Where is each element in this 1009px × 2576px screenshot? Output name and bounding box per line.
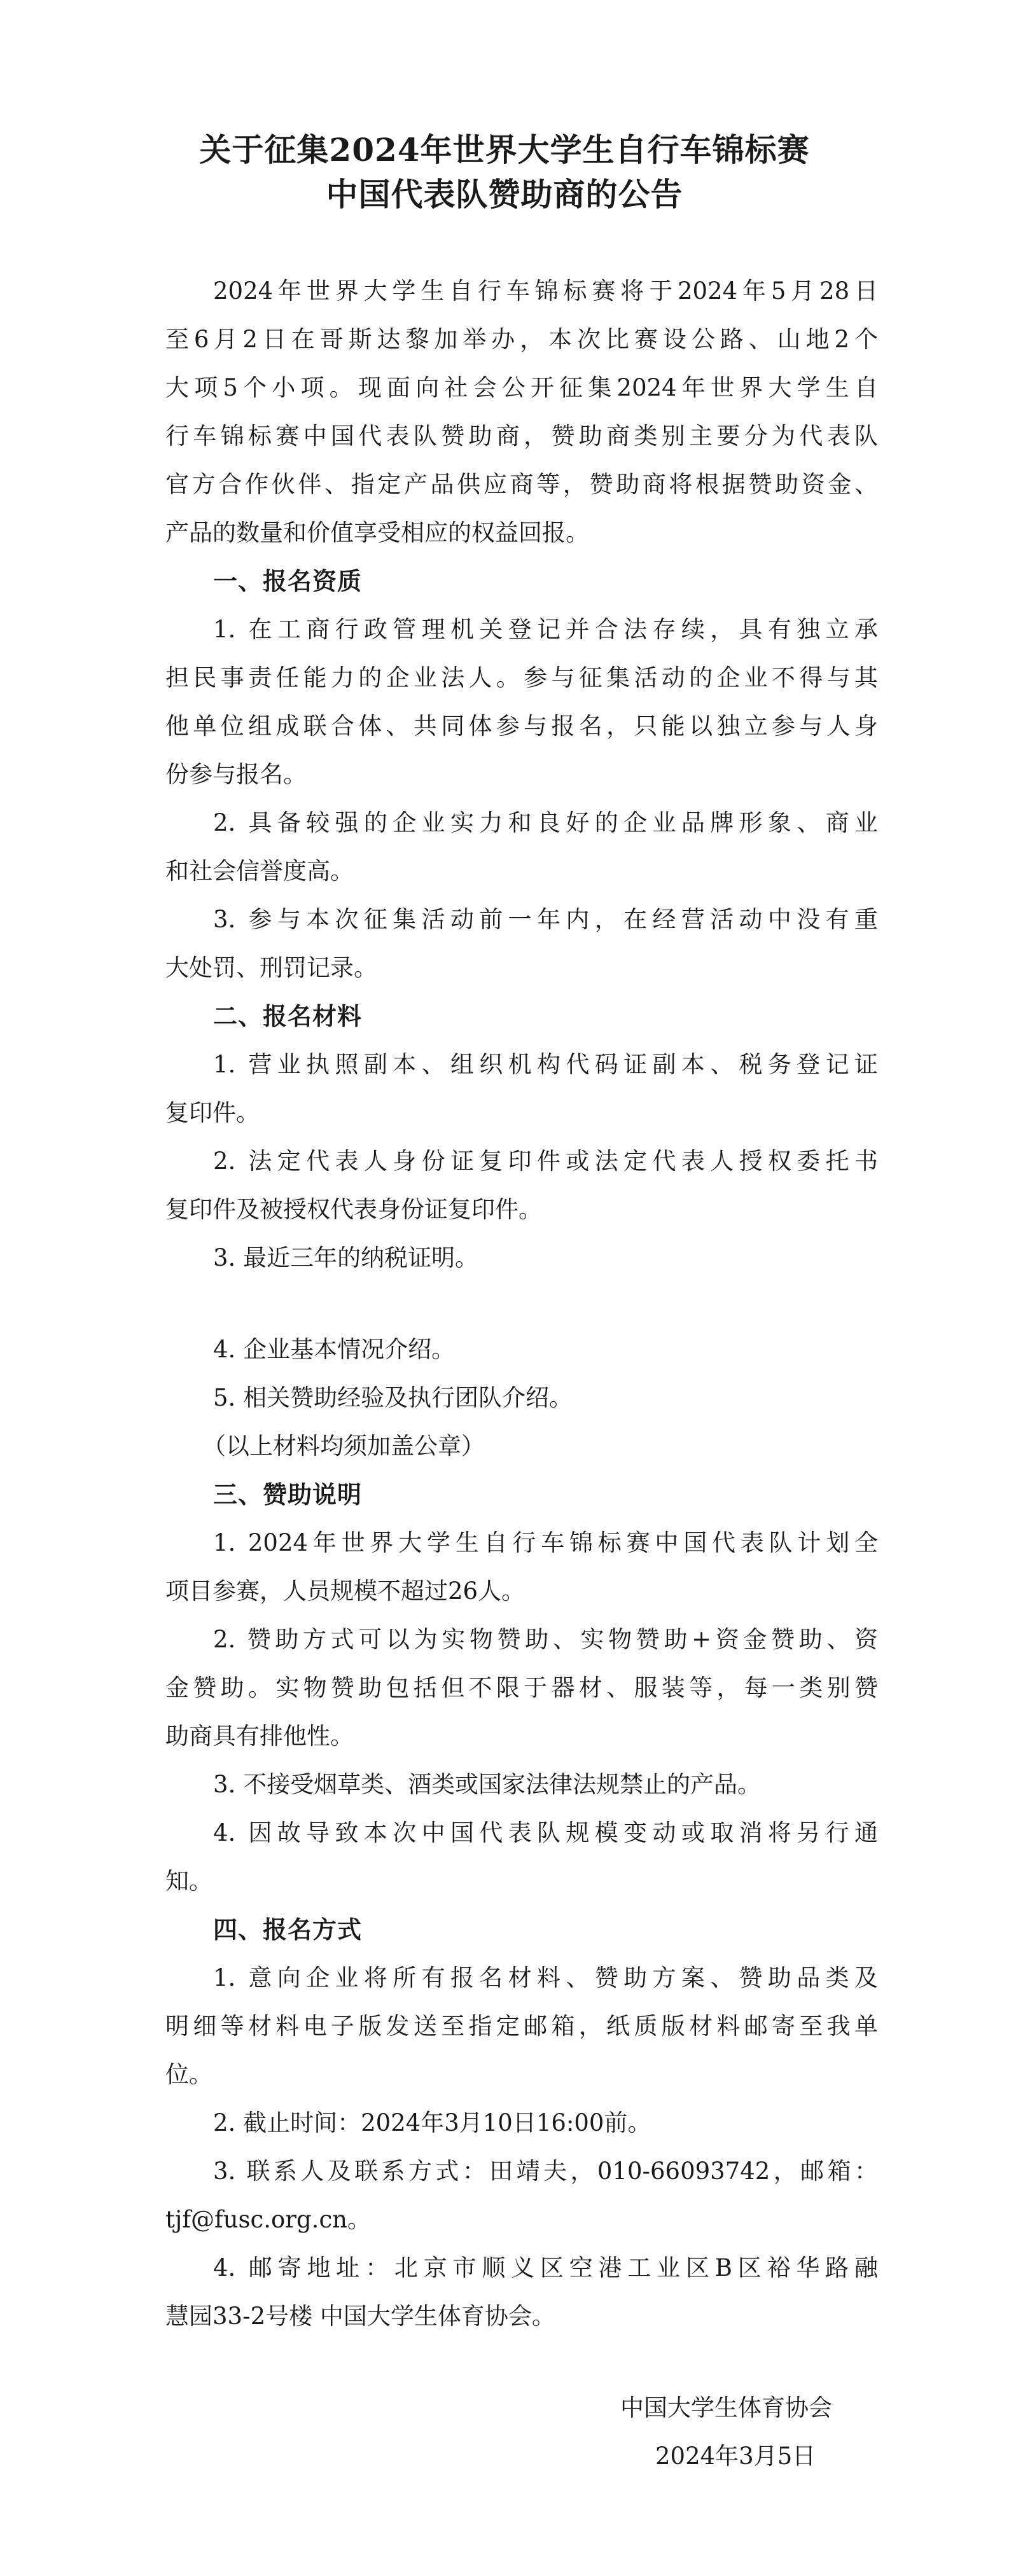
paragraph-line: 复印件及被授权代表身份证复印件。 [165, 1196, 542, 1223]
contact-email-line: tjf@fusc.org.cn。 [165, 2206, 371, 2233]
paragraph-line: 助商具有排他性。 [165, 1722, 354, 1750]
paragraph-line: 4. 因故导致本次中国代表队规模变动或取消将另行通 [213, 1819, 878, 1846]
paragraph-line: 1. 意向企业将所有报名材料、赞助方案、赞助品类及 [213, 1964, 878, 1991]
signature-org: 中国大学生体育协会 [620, 2394, 832, 2421]
contact-line: 3. 联系人及联系方式：田靖夫，010-66093742，邮箱： [213, 2157, 878, 2185]
title-line-2: 中国代表队赞助商的公告 [326, 176, 683, 213]
intro-line: 大项5个小项。现面向社会公开征集2024年世界大学生自 [165, 374, 878, 401]
paragraph-line: 和社会信誉度高。 [165, 857, 354, 885]
intro-line: 官方合作伙伴、指定产品供应商等，赞助商将根据赞助资金、 [165, 471, 878, 498]
paragraph-line: 金赞助。实物赞助包括但不限于器材、服装等，每一类别赞 [165, 1674, 878, 1701]
paragraph-line: 项目参赛，人员规模不超过26人。 [165, 1577, 525, 1605]
paragraph-line: 1. 在工商行政管理机关登记并合法存续，具有独立承 [213, 616, 878, 643]
title-line-1: 关于征集2024年世界大学生自行车锦标赛 [199, 131, 810, 169]
intro-line: 行车锦标赛中国代表队赞助商，赞助商类别主要分为代表队 [165, 422, 878, 450]
deadline-line: 2. 截止时间：2024年3月10日16:00前。 [213, 2109, 651, 2136]
paragraph-line: 3. 最近三年的纳税证明。 [213, 1244, 479, 1271]
intro-line: 2024年世界大学生自行车锦标赛将于2024年5月28日 [213, 277, 878, 305]
paragraph-line: 大处罚、刑罚记录。 [165, 954, 377, 981]
address-line: 4. 邮寄地址：北京市顺义区空港工业区B区裕华路融 [213, 2254, 878, 2282]
paragraph-line: 2. 赞助方式可以为实物赞助、实物赞助+资金赞助、资 [213, 1626, 878, 1653]
intro-line: 至6月2日在哥斯达黎加举办，本次比赛设公路、山地2个 [165, 326, 878, 353]
paragraph-line: 1. 2024年世界大学生自行车锦标赛中国代表队计划全 [213, 1529, 878, 1556]
paragraph-line: 1. 营业执照副本、组织机构代码证副本、税务登记证 [213, 1051, 878, 1078]
paragraph-line: 3. 参与本次征集活动前一年内，在经营活动中没有重 [213, 906, 878, 933]
paragraph-line: 复印件。 [165, 1099, 260, 1126]
signature-date: 2024年3月5日 [655, 2442, 816, 2470]
intro-line: 产品的数量和价值享受相应的权益回报。 [165, 519, 589, 546]
paragraph-line: 他单位组成联合体、共同体参与报名，只能以独立参与人身 [165, 712, 878, 740]
section-heading-materials: 二、报名材料 [213, 1002, 363, 1030]
paragraph-line: 担民事责任能力的企业法人。参与征集活动的企业不得与其 [165, 664, 878, 691]
paragraph-line: 4. 企业基本情况介绍。 [213, 1336, 456, 1363]
section-heading-qualification: 一、报名资质 [213, 567, 363, 595]
paragraph-line: 2. 具备较强的企业实力和良好的企业品牌形象、商业 [213, 809, 878, 836]
section-heading-sponsorship: 三、赞助说明 [213, 1481, 363, 1509]
section-heading-registration: 四、报名方式 [213, 1916, 363, 1944]
paragraph-line: 2. 法定代表人身份证复印件或法定代表人授权委托书 [213, 1147, 878, 1175]
paragraph-line: 5. 相关赞助经验及执行团队介绍。 [213, 1384, 573, 1411]
paragraph-line: 份参与报名。 [165, 761, 307, 788]
paragraph-line: 知。 [165, 1867, 212, 1895]
paragraph-line: 3. 不接受烟草类、酒类或国家法律法规禁止的产品。 [213, 1771, 762, 1798]
paragraph-line: 明细等材料电子版发送至指定邮箱，纸质版材料邮寄至我单 [165, 2012, 878, 2040]
paragraph-line: 位。 [165, 2061, 212, 2088]
address-line: 慧园33-2号楼 中国大学生体育协会。 [165, 2302, 555, 2330]
materials-note: （以上材料均须加盖公章） [202, 1432, 485, 1460]
